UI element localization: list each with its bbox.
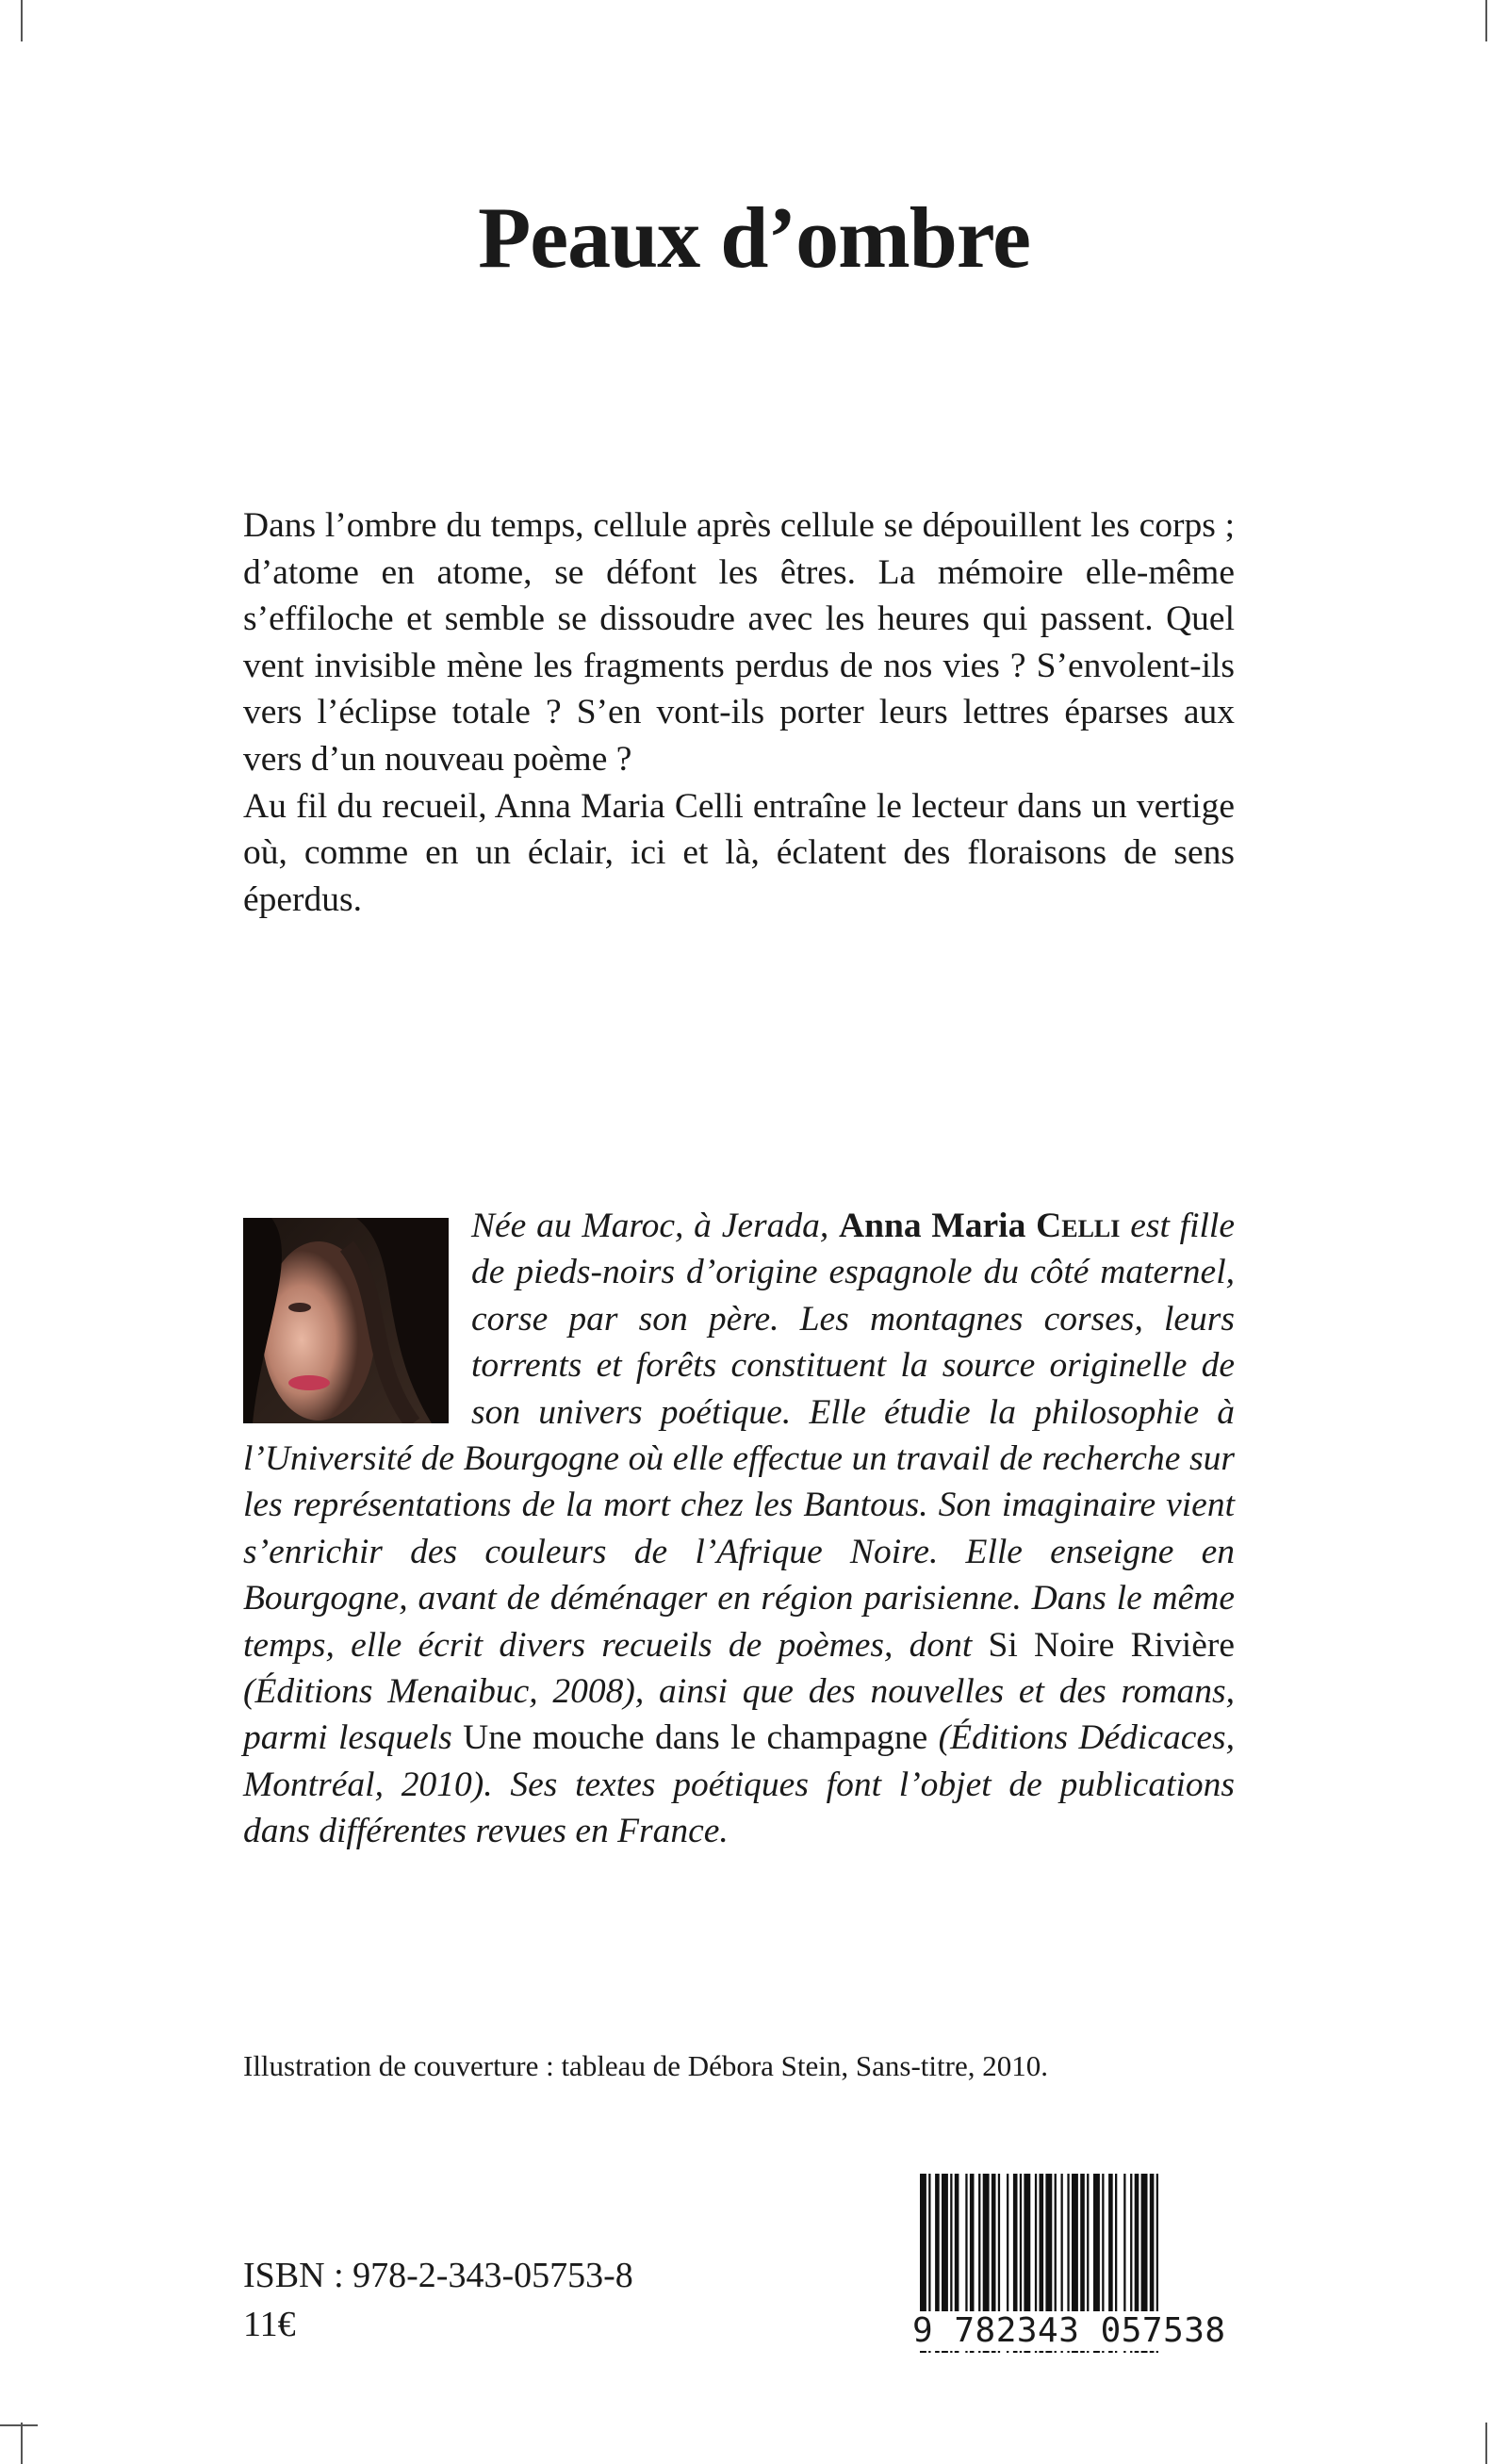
- book-title: Peaux d’ombre: [478, 189, 1030, 286]
- isbn: ISBN : 978-2-343-05753-8: [243, 2256, 633, 2295]
- bio-text-2: (Éditions Menaibuc, 2008), ainsi que des nouvelles et des romans, parmi lesquels: [243, 1672, 1235, 1758]
- barcode-digits: 9 782343 057538: [912, 2311, 1240, 2351]
- book-title-1: Si Noire Rivière: [988, 1625, 1235, 1665]
- author-biography: [243, 1203, 1235, 1855]
- back-cover-blurb: [243, 502, 1235, 923]
- crop-mark-top-left: [21, 0, 23, 41]
- author-last-name: Celli: [1036, 1207, 1121, 1245]
- price: 11€: [243, 2305, 296, 2344]
- blurb-paragraph-1: Dans l’ombre du temps, cellule après cellule se dépouillent les corps ; d’atome en atome, se défont les êtres. La mémoire elle-même s’effiloche et semble se dissoudre avec les heures qui passent. Quel vent invisible mène les fragments perdus de nos vies ? S’envolent-ils vers l’éclipse totale ? S’en vont-ils porter leurs lettres éparses aux vers d’un nouveau poème ?: [243, 506, 1235, 779]
- bio-text-3: (Éditions Dédicaces, Montréal, 2010). Ses textes poétiques font l’objet de publications dans différentes revues en France.: [243, 1718, 1235, 1851]
- book-title-2: Une mouche dans le champagne: [463, 1718, 928, 1758]
- author-name: [839, 1207, 1120, 1245]
- bio-intro: Née au Maroc, à Jerada,: [471, 1207, 840, 1245]
- bio-text-1: est fille de pieds-noirs d’origine espagnole du côté maternel, corse par son père. Les montagnes corses, leurs torrents et forêts constituent la source originelle de son univers poétique. Elle étudie la philosophie à l’Université de Bourgogne où elle effectue un travail de recherche sur les représentations de la mort chez les Bantous. Son imaginaire vient s’enrichir des couleurs de l’Afrique Noire. Elle enseigne en Bourgogne, avant de déménager en région parisienne. Dans le même temps, elle écrit divers recueils de poèmes, dont: [243, 1207, 1235, 1665]
- crop-mark-bottom-right: [1485, 2423, 1487, 2464]
- cover-illustration-credit: Illustration de couverture : tableau de Débora Stein, Sans-titre, 2010.: [243, 2049, 1048, 2082]
- crop-mark-bottom-left: [0, 2424, 38, 2426]
- blurb-paragraph-2: Au fil du recueil, Anna Maria Celli entraîne le lecteur dans un vertige où, comme en un éclair, ici et là, éclatent des floraisons de sens éperdus.: [243, 786, 1235, 919]
- author-first-name: Anna Maria: [839, 1207, 1037, 1245]
- crop-mark-bottom-left-v: [21, 2423, 23, 2464]
- crop-mark-top-right: [1485, 0, 1487, 41]
